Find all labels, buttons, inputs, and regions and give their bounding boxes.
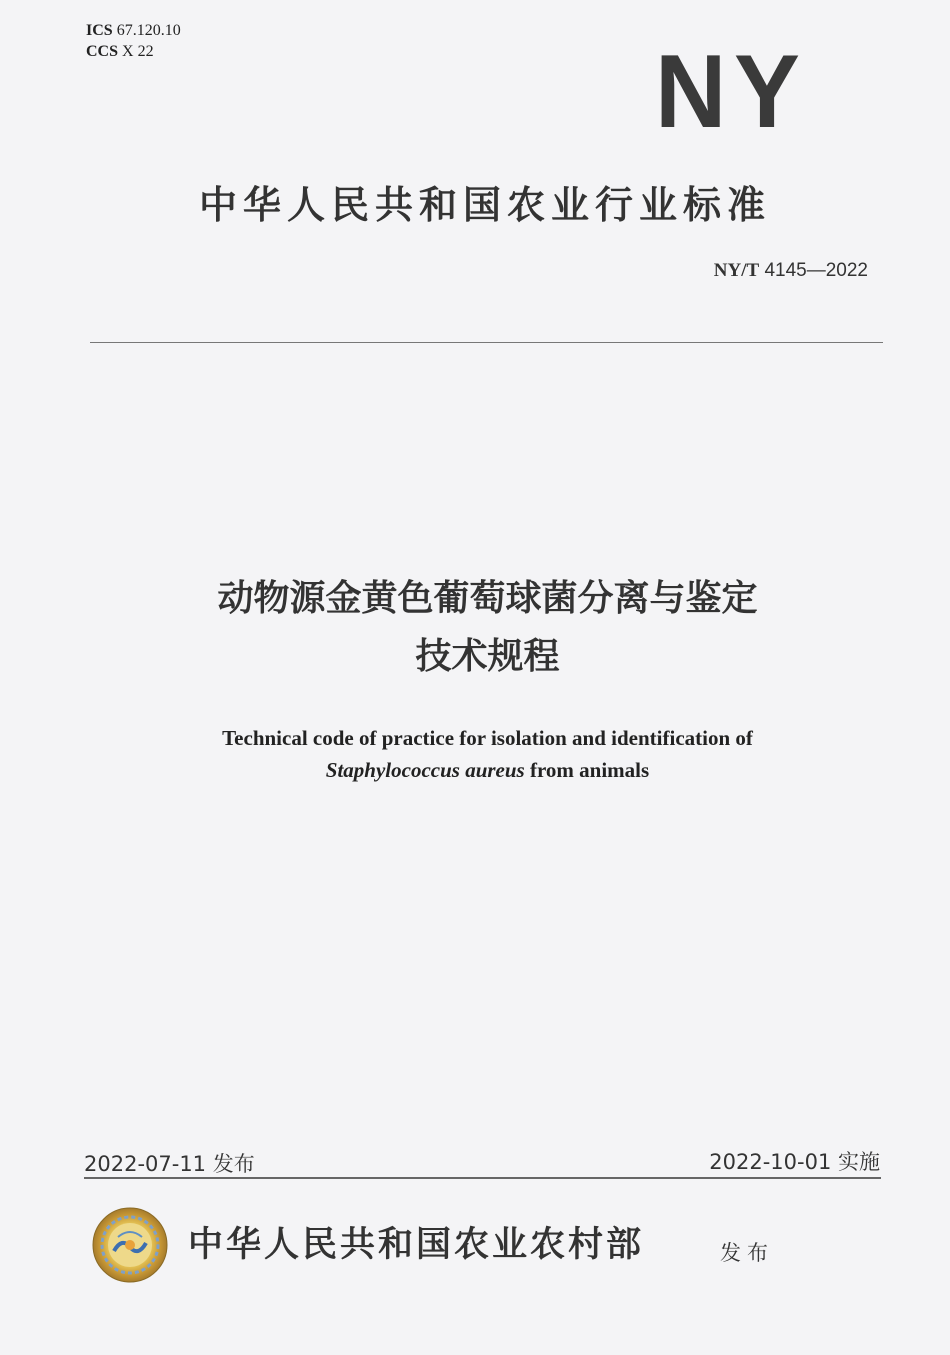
issue-date: 2022-07-11 发布 [84, 1152, 255, 1176]
document-title-cn [95, 570, 880, 686]
ministry-emblem-icon [92, 1207, 168, 1283]
header-divider [90, 342, 883, 343]
title-cn-line1: 动物源金黄色葡萄球菌分离与鉴定 [217, 578, 758, 619]
ccs-code: CCS X 22 [86, 43, 154, 60]
standard-number: NY/T 4145—2022 [713, 260, 868, 281]
issuer-suffix: 发布 [720, 1241, 774, 1265]
implementation-date: 2022-10-01 实施 [709, 1150, 880, 1174]
ny-logo: NY [655, 34, 808, 150]
title-cn-line2: 技术规程 [415, 636, 560, 677]
title-en-line1: Technical code of practice for isolation and identification of [222, 726, 753, 750]
title-en-line2: Staphylococcus aureus from animals [325, 758, 650, 782]
classification-codes [86, 20, 181, 62]
footer-divider [84, 1177, 881, 1179]
standard-class-title: 中华人民共和国农业行业标准 [198, 183, 771, 227]
issuing-authority: 中华人民共和国农业农村部 [188, 1224, 645, 1265]
document-title-en [95, 722, 880, 786]
ics-code: ICS 67.120.10 [86, 22, 181, 39]
